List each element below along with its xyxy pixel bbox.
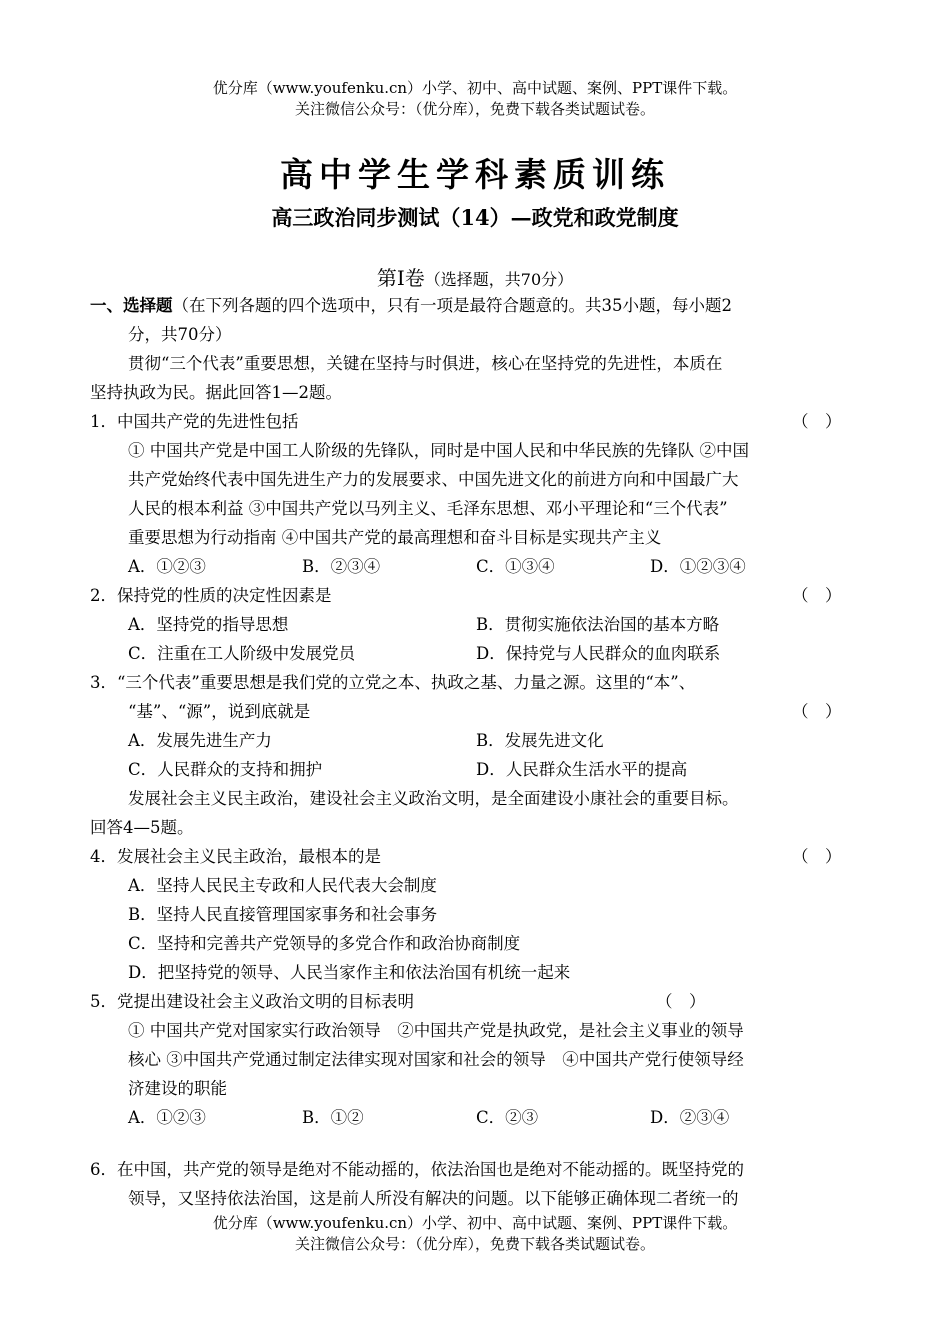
material-2-line-1: 发展社会主义民主政治，建设社会主义政治文明，是全面建设小康社会的重要目标。	[128, 789, 739, 808]
q3-stem-1: 3．“三个代表”重要思想是我们党的立党之本、执政之基、力量之源。这里的“本”、	[90, 673, 696, 692]
q5-statement-line: 核心 ③中国共产党通过制定法律实现对国家和社会的领导 ④中国共产党行使领导经	[128, 1050, 744, 1069]
q4-option-d: D．把坚持党的领导、人民当家作主和依法治国有机统一起来	[128, 963, 571, 982]
q2-option-d: D．保持党与人民群众的血肉联系	[476, 644, 721, 663]
q4-stem: 4．发展社会主义民主政治，最根本的是	[90, 847, 381, 866]
q5-option-a: A．①②③	[128, 1108, 206, 1127]
q3-option-b: B．发展先进文化	[476, 731, 604, 750]
q4-answer-blank: （ ）	[792, 847, 842, 866]
header-line-1: 优分库（www.youfenku.cn）小学、初中、高中试题、案例、PPT课件下载。	[212, 79, 738, 97]
material-1-line-1: 贯彻“三个代表”重要思想，关键在坚持与时俱进，核心在坚持党的先进性，本质在	[128, 354, 723, 373]
q2-stem: 2．保持党的性质的决定性因素是	[90, 586, 332, 605]
q4-option-b: B．坚持人民直接管理国家事务和社会事务	[128, 905, 438, 924]
section-desc-2: 分，共70分）	[128, 325, 232, 344]
footer-line-1: 优分库（www.youfenku.cn）小学、初中、高中试题、案例、PPT课件下载。	[212, 1214, 738, 1232]
q5-option-d: D．②③④	[650, 1108, 730, 1127]
header-line-2: 关注微信公众号：（优分库），免费下载各类试题试卷。	[294, 100, 655, 118]
q1-statement-line: ① 中国共产党是中国工人阶级的先锋队，同时是中国人民和中华民族的先锋队 ②中国	[128, 441, 749, 460]
volume-heading	[0, 264, 950, 294]
q2-option-c: C．注重在工人阶级中发展党员	[128, 644, 356, 663]
q1-option-a: A．①②③	[128, 557, 206, 576]
q3-option-a: A．发展先进生产力	[128, 731, 272, 750]
q5-option-b: B．①②	[302, 1108, 364, 1127]
section-desc-1: （在下列各题的四个选项中，只有一项是最符合题意的。共35小题，每小题2	[172, 296, 732, 315]
volume-note: （选择题，共70分）	[424, 270, 574, 289]
q2-option-a: A．坚持党的指导思想	[128, 615, 289, 634]
q3-option-c: C．人民群众的支持和拥护	[128, 760, 323, 779]
q5-stem: 5．党提出建设社会主义政治文明的目标表明	[90, 992, 414, 1011]
material-2-line-2: 回答4—5题。	[90, 818, 194, 837]
q1-option-b: B．②③④	[302, 557, 381, 576]
q6-stem-1: 6．在中国，共产党的领导是绝对不能动摇的，依法治国也是绝对不能动摇的。既坚持党的	[90, 1160, 744, 1179]
material-1-line-2: 坚持执政为民。据此回答1—2题。	[90, 383, 342, 402]
section-heading	[90, 291, 732, 320]
q2-answer-blank: （ ）	[792, 586, 842, 605]
q1-stem: 1．中国共产党的先进性包括	[90, 412, 299, 431]
q1-option-d: D．①②③④	[650, 557, 746, 576]
footer-line-2: 关注微信公众号：（优分库），免费下载各类试题试卷。	[294, 1235, 655, 1253]
volume-label: 第Ⅰ卷	[376, 266, 425, 290]
q3-stem-2: “基”、“源”，说到底就是	[128, 702, 311, 721]
q1-statement-line: 重要思想为行动指南 ④中国共产党的最高理想和奋斗目标是实现共产主义	[128, 528, 662, 547]
q3-answer-blank: （ ）	[792, 702, 842, 721]
q1-statement-line: 人民的根本利益 ③中国共产党以马列主义、毛泽东思想、邓小平理论和“三个代表”	[128, 499, 728, 518]
q1-statement-line: 共产党始终代表中国先进生产力的发展要求、中国先进文化的前进方向和中国最广大	[128, 470, 739, 489]
q4-option-c: C．坚持和完善共产党领导的多党合作和政治协商制度	[128, 934, 521, 953]
q1-option-c: C．①③④	[476, 557, 555, 576]
q3-option-d: D．人民群众生活水平的提高	[476, 760, 688, 779]
q6-stem-2: 领导，又坚持依法治国，这是前人所没有解决的问题。以下能够正确体现二者统一的	[128, 1189, 739, 1208]
q5-statement-line: 济建设的职能	[128, 1079, 227, 1098]
section-label: 一、选择题	[90, 296, 173, 315]
q5-option-c: C．②③	[476, 1108, 539, 1127]
q4-option-a: A．坚持人民民主专政和人民代表大会制度	[128, 876, 437, 895]
page-title: 高中学生学科素质训练	[280, 155, 670, 194]
q2-option-b: B．贯彻实施依法治国的基本方略	[476, 615, 720, 634]
q1-answer-blank: （ ）	[792, 412, 842, 431]
q5-answer-blank: （ ）	[656, 992, 706, 1011]
page-subtitle: 高三政治同步测试（14）—政党和政党制度	[271, 205, 679, 230]
q5-statement-line: ① 中国共产党对国家实行政治领导 ②中国共产党是执政党，是社会主义事业的领导	[128, 1021, 744, 1040]
